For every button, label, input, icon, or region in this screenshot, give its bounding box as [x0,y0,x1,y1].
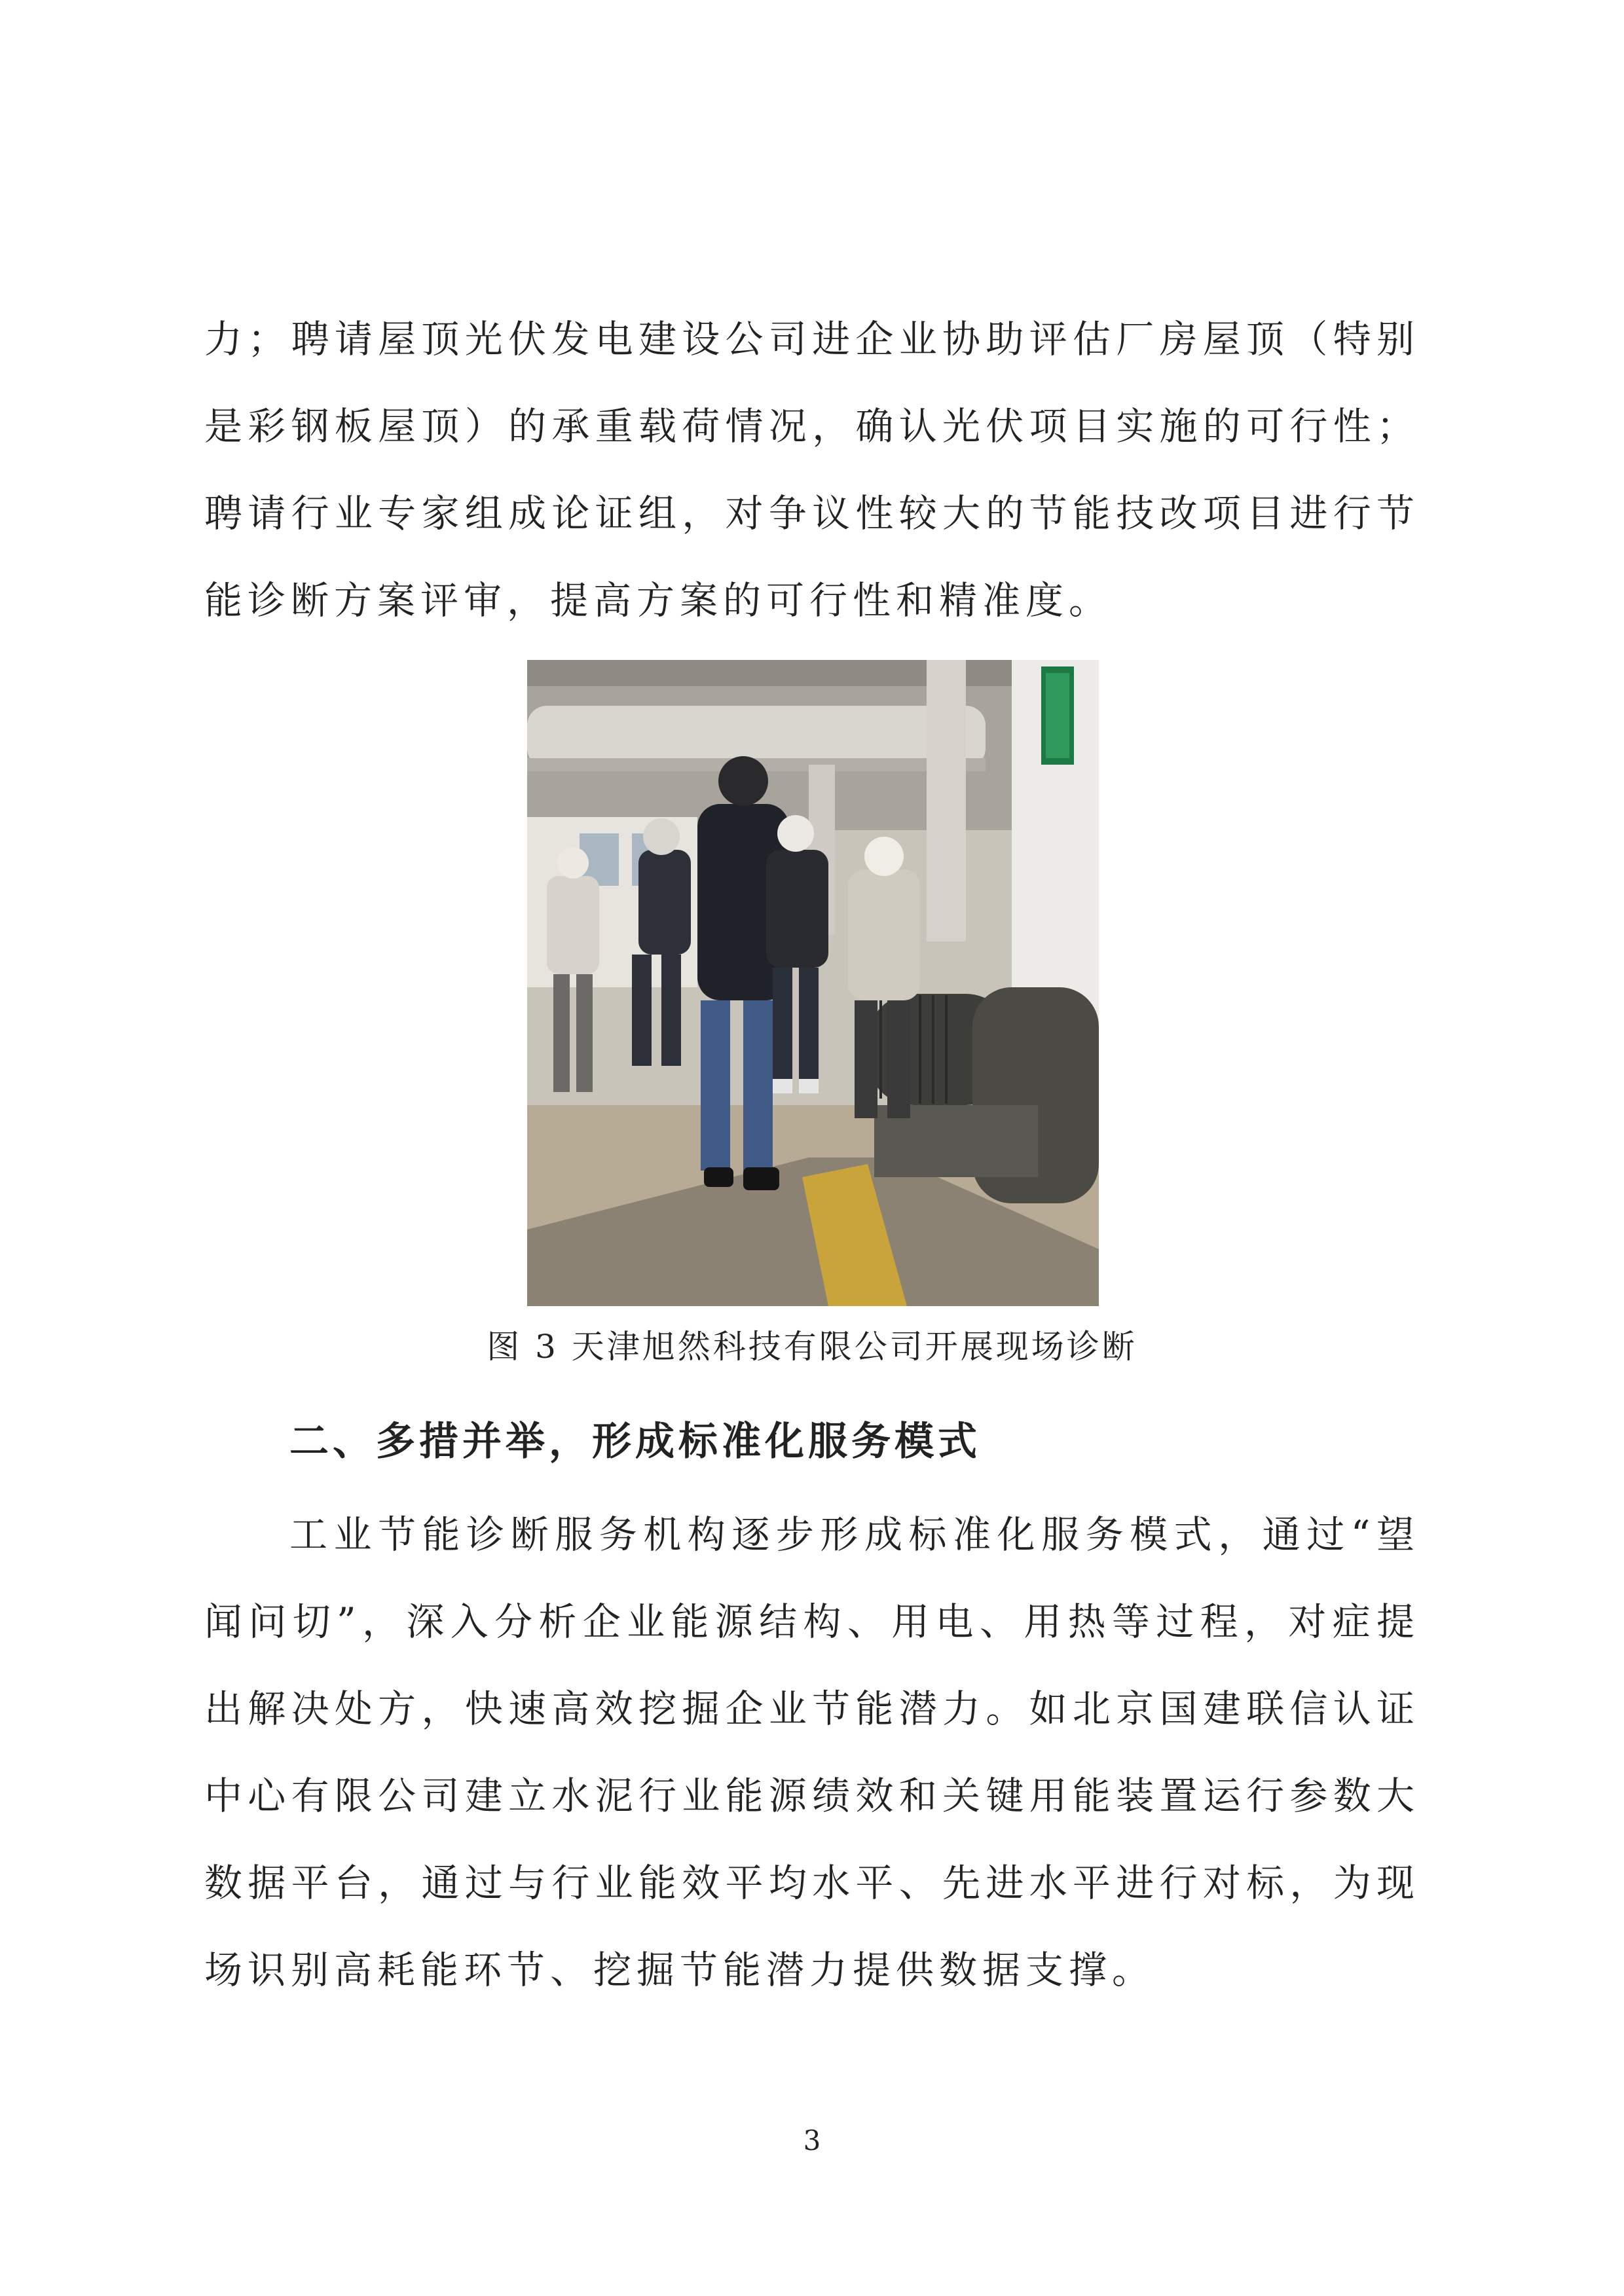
figure-caption: 图 3 天津旭然科技有限公司开展现场诊断 [487,1328,1137,1366]
section-heading: 二、多措并举，形成标准化服务模式 [289,1419,981,1465]
body-paragraph-2: 工业节能诊断服务机构逐步形成标准化服务模式，通过“望闻问切”，深入分析企业能源结构、用电、用热等过程，对症提出解决处方，快速高效挖掘企业节能潜力。如北京国建联信认证中心有限公司建立水泥行业能源绩效和关键用能装置运行参数大数据平台，通过与行业能效平均水平、先进水平进行对标，为现场识别高耗能环节、挖掘节能潜力提供数据支撑。 [204,1512,1420,1992]
page-number: 3 [803,2124,821,2157]
body-paragraph-1: 力；聘请屋顶光伏发电建设公司进企业协助评估厂房屋顶（特别是彩钢板屋顶）的承重载荷情况，确认光伏项目实施的可行性；聘请行业专家组成论证组，对争议性较大的节能技改项目进行节能诊断方案评审，提高方案的可行性和精准度。 [204,317,1420,623]
site-diagnosis-photo [527,660,1099,1306]
